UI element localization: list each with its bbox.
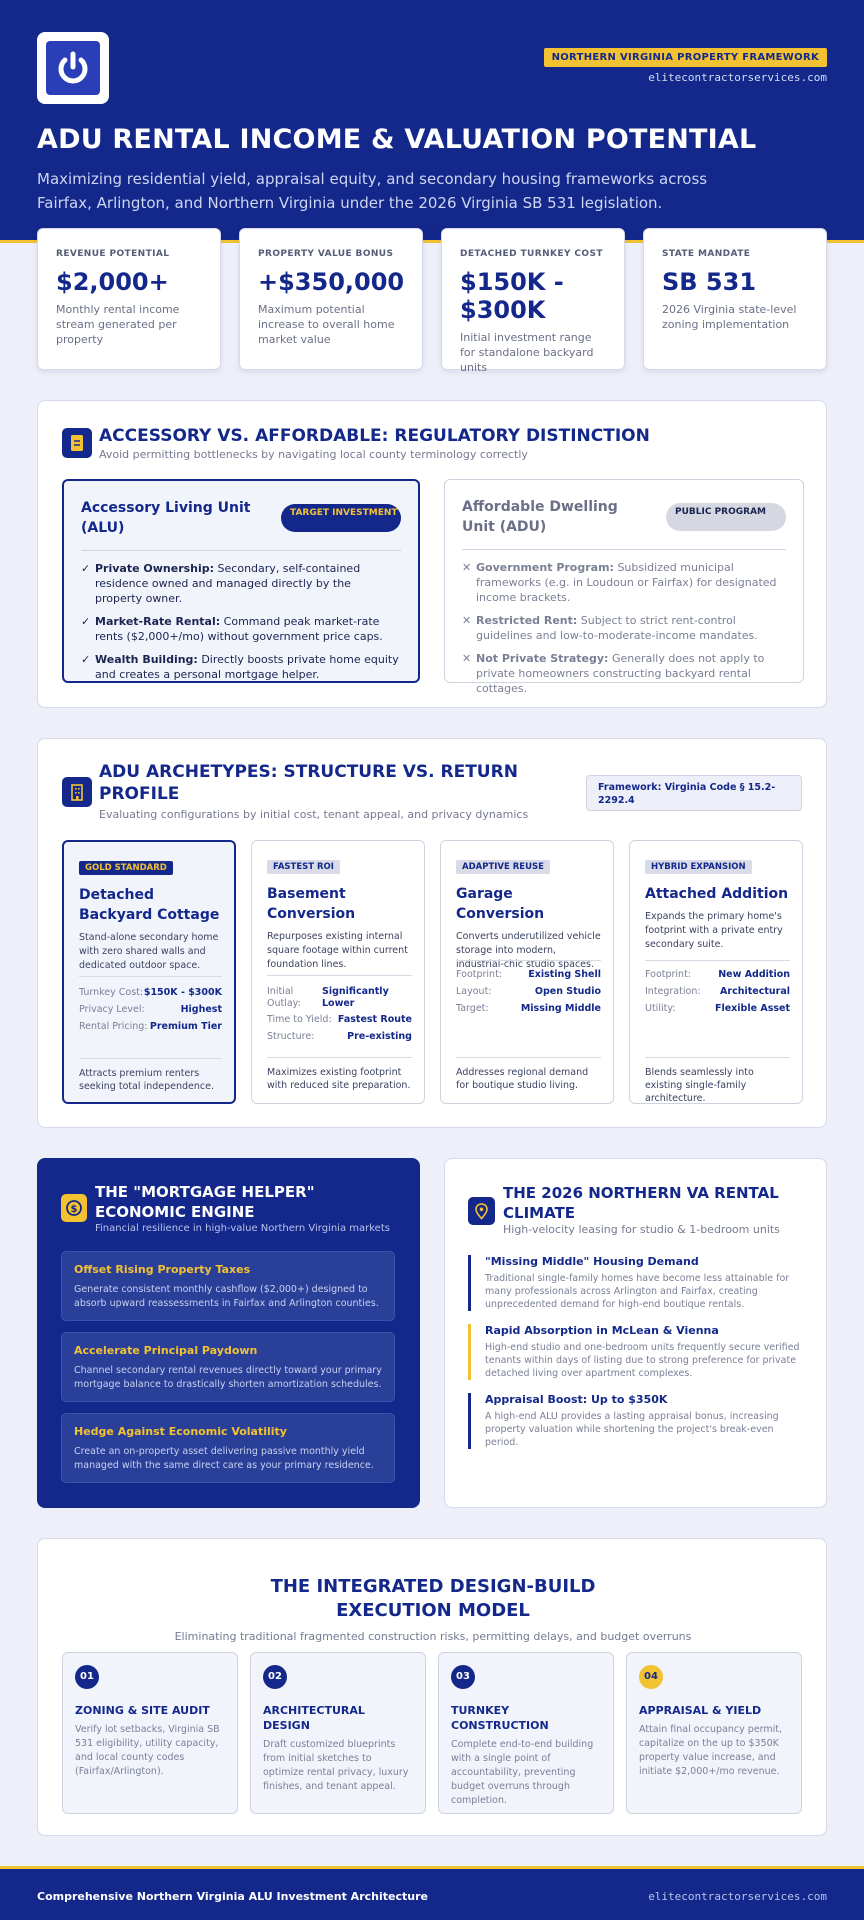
section-title: THE INTEGRATED DESIGN-BUILD EXECUTION MODEL [270,1576,596,1621]
archetype-footnote: Blends seamlessly into existing single-family architecture. [645,1067,754,1104]
page-title: ADU RENTAL INCOME & VALUATION POTENTIAL [37,124,757,155]
target-investment-badge: TARGET INVESTMENT [281,504,401,532]
archetype-specs [456,969,601,1020]
website-link[interactable]: elitecontractorservices.com [648,71,827,84]
list-item: ✓ Market-Rate Rental: Command peak market-rate rents ($2,000+/mo) without government price caps. [81,615,383,643]
divider [81,550,401,551]
page-footer [0,1866,864,1920]
archetype-specs [645,969,790,1020]
section-title: ACCESSORY VS. AFFORDABLE: REGULATORY DISTINCTION [99,426,650,446]
archetype-footnote: Maximizes existing footprint with reduced site preparation. [267,1067,411,1091]
alu-card [62,479,420,683]
process-step [626,1652,802,1814]
divider [267,975,412,976]
page-subtitle: Maximizing residential yield, appraisal equity, and secondary housing frameworks across Fairfax, Arlington, and Northern Virginia under the 2026 Virginia SB 531 legislation. [37,170,708,212]
divider [79,976,222,977]
archetype-title: Garage Conversion [456,886,545,922]
list-item: ✕ Restricted Rent: Subject to strict rent-control guidelines and low-to-moderate-income mandates. [462,614,758,642]
stat-description: Initial investment range for standalone backyard units [460,331,594,374]
divider [267,1057,412,1058]
step-description: Verify lot setbacks, Virginia SB 531 eligibility, utility capacity, and local county codes (Fairfax/Arlington). [75,1724,220,1777]
benefit-description: Create an on-property asset delivering passive monthly yield managed with the same direct care as your primary residence. [74,1446,374,1471]
list-item: ✓ Private Ownership: Secondary, self-contained residence owned and managed directly by the property owner. [81,562,361,605]
document-icon [62,428,92,458]
climate-item [468,1255,808,1311]
spec-row: Privacy Level: Highest [79,1004,222,1015]
dollar-icon [61,1194,87,1222]
step-description: Draft customized blueprints from initial sketches to optimize rental privacy, luxury finishes, and tenant appeal. [263,1739,409,1792]
check-icon: ✓ [81,615,91,628]
climate-item [468,1324,808,1380]
adu-card [444,479,804,695]
divider [456,1057,601,1058]
benefit-description: Channel secondary rental revenues directly toward your primary mortgage balance to drastically shorten amortization schedules. [74,1365,382,1390]
stat-card-turnkey-cost [441,228,625,374]
cross-icon: ✕ [462,614,472,627]
mortgage-helper-panel [37,1158,420,1508]
stat-description: Monthly rental income stream generated per property [56,303,180,346]
archetype-card-basement-conversion[interactable] [251,840,425,1104]
step-number: 01 [75,1665,99,1689]
climate-description: High-end studio and one-bedroom units frequently secure verified tenants within days of listing due to strong preference for private detached living over apartment complexes. [485,1342,800,1379]
spec-row: Structure: Pre-existing [267,1031,412,1042]
stat-value: SB 531 [662,268,757,296]
archetype-title: Attached Addition [645,886,789,902]
archetypes-section [37,738,827,1128]
page-header [0,0,864,243]
archetype-tag: GOLD STANDARD [79,861,173,875]
regulatory-section [37,400,827,708]
benefit-description: Generate consistent monthly cashflow ($2,000+) designed to absorb upward reassessments in Fairfax and Arlington counties. [74,1284,379,1309]
stat-label: REVENUE POTENTIAL [56,249,170,259]
archetype-description: Repurposes existing internal square footage within current foundation lines. [267,931,408,970]
region-badge: NORTHERN VIRGINIA PROPERTY FRAMEWORK [544,48,827,67]
stat-description: 2026 Virginia state-level zoning implementation [662,303,797,331]
climate-description: A high-end ALU provides a lasting appraisal bonus, increasing property valuation while shortening the project's break-even period. [485,1411,779,1448]
spec-row: Integration: Architectural [645,986,790,997]
svg-text:$: $ [70,1204,78,1215]
stat-description: Maximum potential increase to overall home market value [258,303,395,346]
rental-climate-panel [444,1158,827,1508]
section-subtitle: Avoid permitting bottlenecks by navigating local county terminology correctly [99,448,528,461]
check-icon: ✓ [81,653,91,666]
alu-title: Accessory Living Unit (ALU) [81,500,251,536]
process-step [62,1652,238,1814]
archetype-specs [79,987,222,1038]
stat-card-property-value [239,228,423,370]
stat-label: PROPERTY VALUE BONUS [258,249,394,259]
framework-badge: Framework: Virginia Code § 15.2-2292.4 [586,775,802,811]
step-title: ZONING & SITE AUDIT [75,1704,210,1717]
step-description: Complete end-to-end building with a single point of accountability, preventing budget overruns through completion. [451,1739,594,1806]
step-title: APPRAISAL & YIELD [639,1704,762,1717]
spec-row: Target: Missing Middle [456,1003,601,1014]
archetype-card-garage-conversion[interactable] [440,840,614,1104]
archetype-card-attached-addition[interactable] [629,840,803,1104]
archetype-tag: HYBRID EXPANSION [645,860,752,874]
step-title: ARCHITECTURAL DESIGN [263,1704,365,1732]
section-title: ADU ARCHETYPES: STRUCTURE VS. RETURN PROFILE [99,762,518,804]
archetype-description: Converts underutilized vehicle storage into modern, industrial-chic studio spaces. [456,931,601,970]
benefit-title: Hedge Against Economic Volatility [74,1425,287,1438]
benefit-title: Offset Rising Property Taxes [74,1263,251,1276]
spec-row: Layout: Open Studio [456,986,601,997]
section-subtitle: Eliminating traditional fragmented construction risks, permitting delays, and budget overruns [174,1630,692,1643]
stat-card-revenue [37,228,221,370]
spec-row: Rental Pricing: Premium Tier [79,1021,222,1032]
footer-tagline: Comprehensive Northern Virginia ALU Investment Architecture [37,1890,428,1903]
section-subtitle: Evaluating configurations by initial cost, tenant appeal, and privacy dynamics [99,808,529,821]
cross-icon: ✕ [462,561,472,574]
step-number: 03 [451,1665,475,1689]
stat-label: DETACHED TURNKEY COST [460,249,603,259]
divider [645,1057,790,1058]
archetype-title: Detached Backyard Cottage [79,887,220,923]
list-item: ✕ Government Program: Subsidized municipal frameworks (e.g. in Loudoun or Fairfax) for designated income brackets. [462,561,777,604]
archetype-footnote: Attracts premium renters seeking total independence. [79,1068,215,1092]
stat-label: STATE MANDATE [662,249,751,259]
process-step [250,1652,426,1814]
stat-value: $150K - $300K [460,268,564,324]
company-logo[interactable] [37,32,109,104]
climate-description: Traditional single-family homes have become less attainable for many professionals across Arlington and Fairfax, creating unprecedented demand for high-end boutique rentals. [485,1273,790,1310]
spec-row: Utility: Flexible Asset [645,1003,790,1014]
archetype-footnote: Addresses regional demand for boutique studio living. [456,1067,589,1091]
archetype-tag: FASTEST ROI [267,860,340,874]
archetype-card-detached-cottage[interactable] [62,840,236,1104]
panel-title: THE "MORTGAGE HELPER" ECONOMIC ENGINE [95,1183,315,1221]
spec-row: Turnkey Cost: $150K - $300K [79,987,222,998]
step-description: Attain final occupancy permit, capitalize on the up to $350K property value increase, and initiate $2,000+/mo revenue. [639,1724,783,1777]
spec-row: Initial Outlay: Significantly Lower [267,986,389,1009]
cross-icon: ✕ [462,652,472,665]
benefit-item [61,1332,395,1402]
archetype-title: Basement Conversion [267,886,356,922]
adu-title: Affordable Dwelling Unit (ADU) [462,499,618,535]
archetype-description: Stand-alone secondary home with zero shared walls and dedicated outdoor space. [79,932,219,971]
list-item: ✓ Wealth Building: Directly boosts private home equity and creates a personal mortgage helper. [81,653,399,681]
building-icon [62,777,92,807]
climate-title: Appraisal Boost: Up to $350K [485,1393,668,1406]
benefit-item [61,1413,395,1483]
spec-row: Footprint: New Addition [645,969,790,980]
spec-row: Time to Yield: Fastest Route [267,1014,412,1025]
climate-title: Rapid Absorption in McLean & Vienna [485,1324,719,1337]
adu-bullets [462,560,782,704]
stat-value: +$350,000 [258,268,405,296]
climate-item [468,1393,808,1449]
step-number: 02 [263,1665,287,1689]
archetype-description: Expands the primary home's footprint with a private entry secondary suite. [645,911,783,950]
footer-website-link[interactable]: elitecontractorservices.com [648,1890,827,1903]
benefit-item [61,1251,395,1321]
divider [79,1058,222,1059]
spec-row: Footprint: Existing Shell [456,969,601,980]
divider [456,960,601,961]
archetype-tag: ADAPTIVE REUSE [456,860,550,874]
benefit-title: Accelerate Principal Paydown [74,1344,258,1357]
panel-subtitle: High-velocity leasing for studio & 1-bedroom units [503,1223,780,1236]
public-program-badge: PUBLIC PROGRAM [666,503,786,531]
divider [645,960,790,961]
panel-title: THE 2026 NORTHERN VA RENTAL CLIMATE [503,1184,779,1222]
list-item: ✕ Not Private Strategy: Generally does not apply to private homeowners constructing backyard rental cottages. [462,652,765,695]
climate-title: "Missing Middle" Housing Demand [485,1255,699,1268]
check-icon: ✓ [81,562,91,575]
panel-subtitle: Financial resilience in high-value Northern Virginia markets [95,1223,390,1234]
step-title: TURNKEY CONSTRUCTION [451,1704,549,1732]
power-icon [46,41,100,95]
stat-value: $2,000+ [56,268,169,296]
archetype-specs [267,986,412,1048]
process-step [438,1652,614,1814]
stat-card-state-mandate [643,228,827,370]
alu-bullets [81,561,401,690]
step-number: 04 [639,1665,663,1689]
divider [462,549,786,550]
execution-section [37,1538,827,1836]
location-pin-icon [468,1197,495,1225]
